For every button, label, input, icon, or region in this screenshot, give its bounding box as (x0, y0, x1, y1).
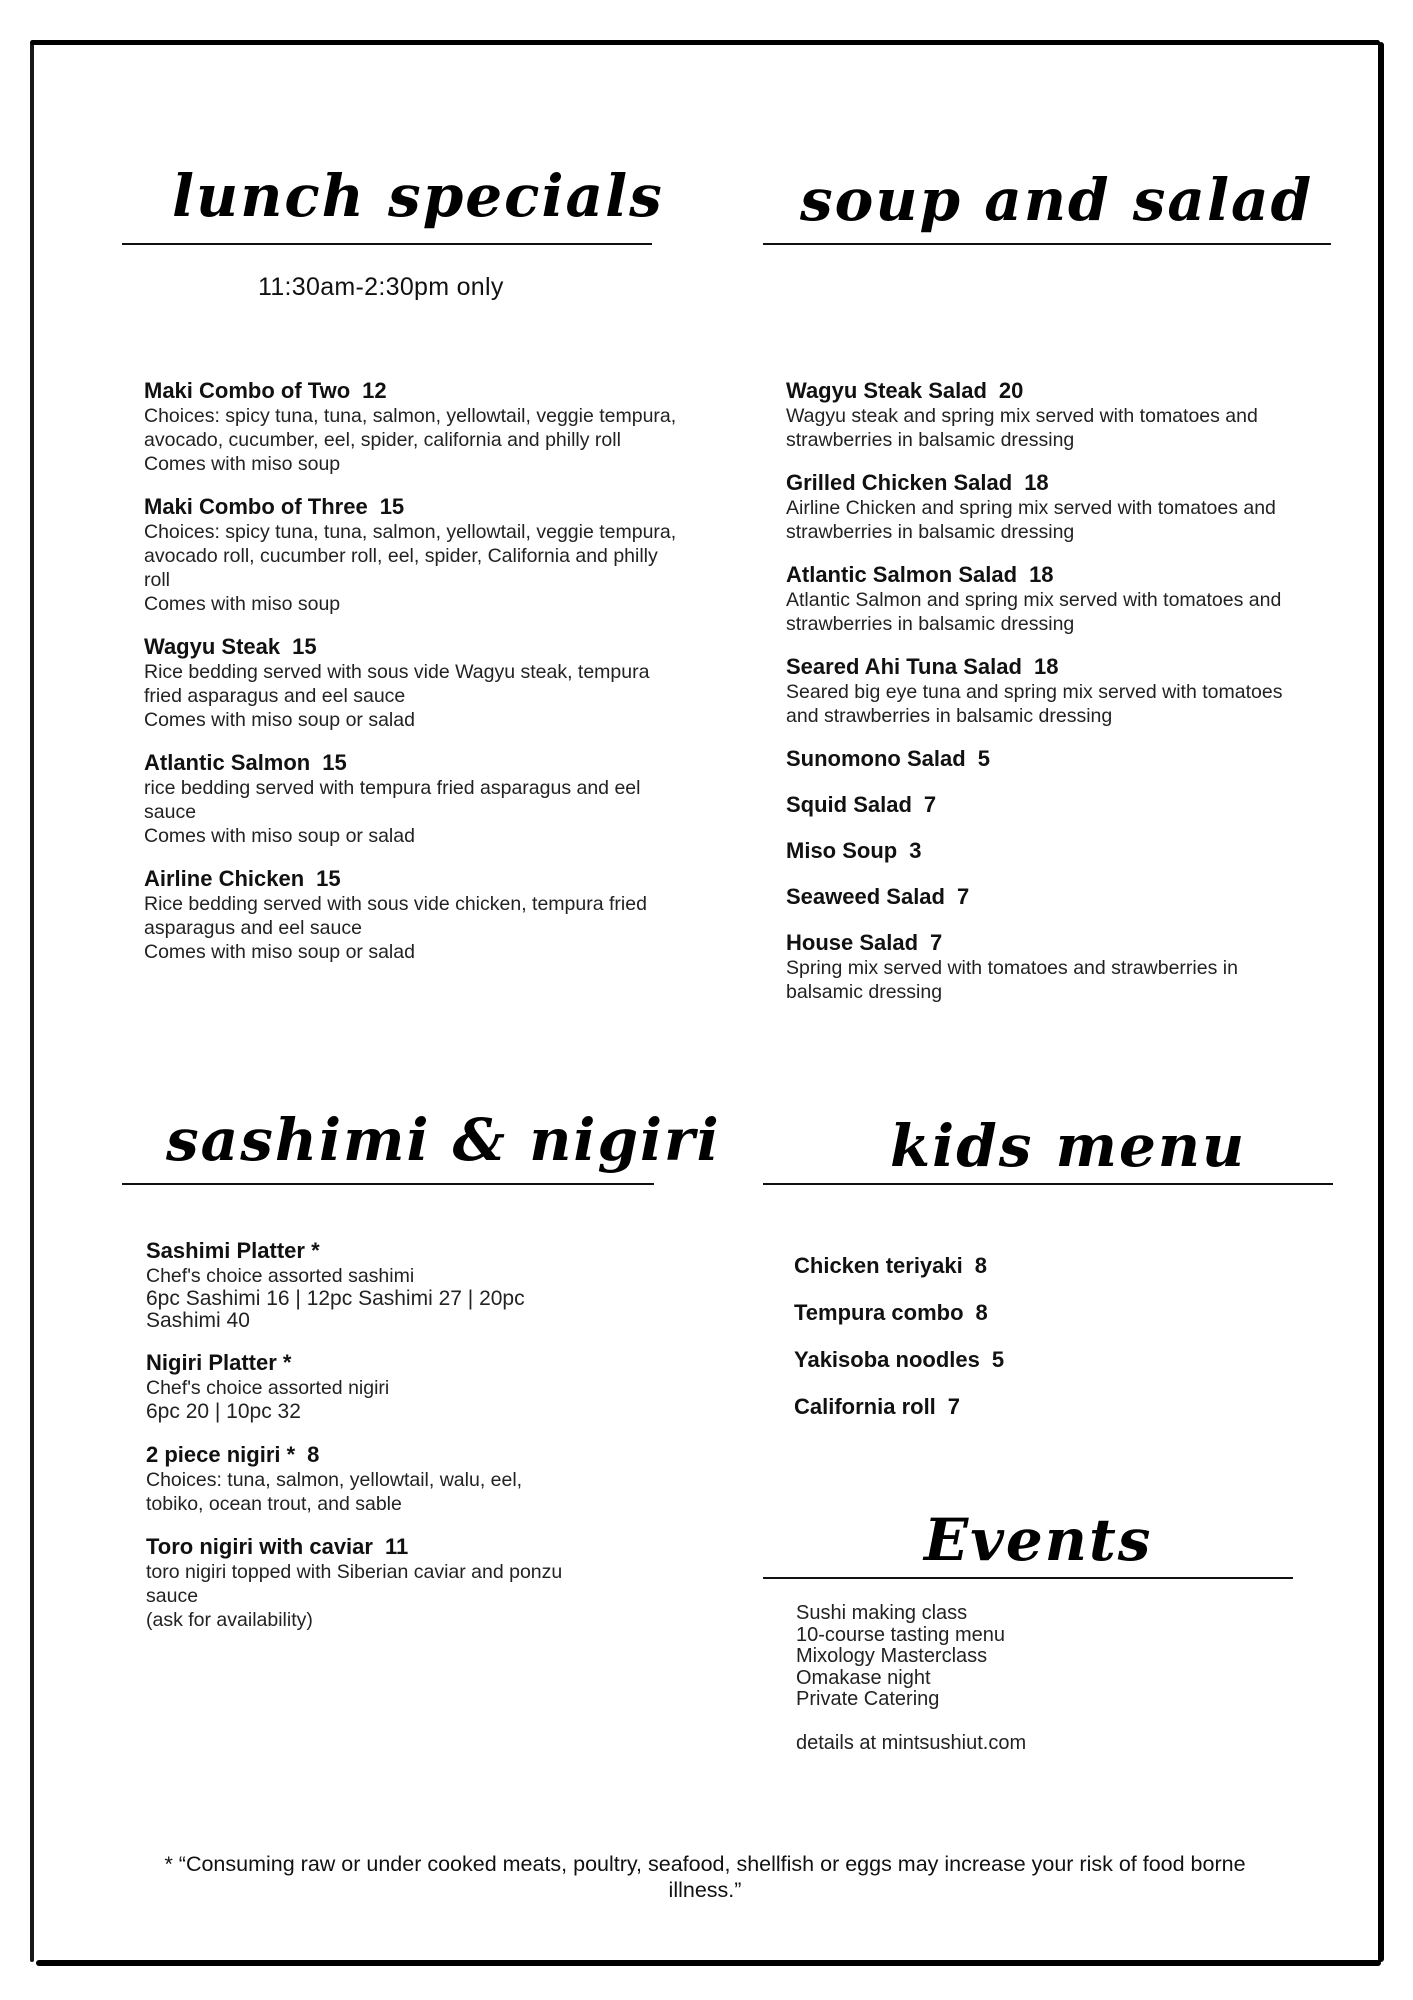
item-price: 20 (998, 378, 1024, 403)
lunch-item (144, 750, 684, 848)
salad-item (786, 654, 1306, 728)
item-name: House Salad 7 (786, 930, 943, 955)
item-name: Airline Chicken 15 (144, 866, 341, 891)
item-description: Spring mix served with tomatoes and strawberries in balsamic dressing (786, 957, 1238, 1003)
item-note: Comes with miso soup or salad (144, 825, 415, 847)
item-note: Comes with miso soup or salad (144, 941, 415, 963)
item-name: Maki Combo of Three 15 (144, 494, 405, 519)
item-price: 8 (975, 1300, 988, 1325)
item-note: 6pc Sashimi 16 | 12pc Sashimi 27 | 20pc Sashimi 40 (146, 1287, 525, 1332)
sashimi-item (146, 1238, 586, 1332)
soup-salad-items (786, 378, 1306, 1022)
item-name: Maki Combo of Two 12 (144, 378, 387, 403)
item-name: Squid Salad 7 (786, 792, 937, 817)
lunch-items (144, 378, 684, 982)
events-title: Events (924, 1506, 1153, 1574)
item-description: Chef's choice assorted sashimi (146, 1265, 415, 1287)
lunch-item (144, 866, 684, 964)
events-list (796, 1603, 1005, 1711)
item-price: 15 (292, 634, 317, 659)
kids-item (794, 1347, 1234, 1373)
lunch-specials-rule (122, 243, 652, 245)
item-description: Chef's choice assorted nigiri (146, 1377, 390, 1399)
item-description: toro nigiri topped with Siberian caviar and ponzu sauce (146, 1561, 563, 1607)
item-price: 15 (379, 494, 405, 519)
item-price: 12 (362, 378, 387, 403)
item-name: Miso Soup 3 (786, 838, 922, 863)
item-price: 8 (974, 1253, 987, 1278)
frame-bottom-border (36, 1960, 1381, 1966)
sashimi-items (146, 1238, 586, 1650)
item-name: Sunomono Salad 5 (786, 746, 990, 771)
event-item: Mixology Masterclass (796, 1645, 988, 1667)
events-details: details at mintsushiut.com (796, 1732, 1027, 1754)
event-item: 10-course tasting menu (796, 1623, 1006, 1646)
item-description: Airline Chicken and spring mix served with tomatoes and strawberries in balsamic dressing (786, 497, 1276, 543)
sashimi-item (146, 1442, 586, 1516)
salad-item (786, 930, 1306, 1004)
salad-item (786, 792, 1306, 818)
item-name: Atlantic Salmon Salad 18 (786, 562, 1054, 587)
soup-salad-title: soup and salad (800, 166, 1314, 234)
item-name: Nigiri Platter * (146, 1350, 292, 1375)
item-price: 7 (923, 792, 937, 817)
sashimi-item (146, 1350, 586, 1424)
lunch-item (144, 634, 684, 732)
item-note: Comes with miso soup (144, 593, 341, 615)
kids-items (794, 1253, 1234, 1440)
soup-salad-rule (763, 243, 1331, 245)
item-description: Choices: spicy tuna, tuna, salmon, yellowtail, veggie tempura, avocado roll, cucumber roll, eel, spider, California and philly roll (144, 521, 677, 591)
item-name: Sashimi Platter * (146, 1238, 320, 1263)
kids-item (794, 1300, 1234, 1326)
sashimi-item (146, 1534, 586, 1632)
item-description: Wagyu steak and spring mix served with tomatoes and strawberries in balsamic dressing (786, 405, 1258, 451)
item-description: Rice bedding served with sous vide Wagyu steak, tempura fried asparagus and eel sauce (144, 661, 650, 707)
item-note: 6pc 20 | 10pc 32 (146, 1400, 301, 1423)
item-price: 18 (1033, 654, 1059, 679)
item-name: California roll 7 (794, 1394, 961, 1419)
item-description: Choices: spicy tuna, tuna, salmon, yellowtail, veggie tempura, avocado, cucumber, eel, spider, california and philly roll (144, 405, 677, 451)
item-price: 18 (1029, 562, 1054, 587)
disclaimer-text: * “Consuming raw or under cooked meats, poultry, seafood, shellfish or eggs may increase your risk of food borne illness.” (164, 1852, 1246, 1902)
lunch-hours: 11:30am-2:30pm only (258, 273, 504, 301)
kids-menu-title: kids menu (890, 1112, 1247, 1180)
salad-item (786, 884, 1306, 910)
sashimi-nigiri-title: sashimi & nigiri (166, 1106, 721, 1174)
lunch-item (144, 378, 684, 476)
kids-item (794, 1394, 1234, 1420)
item-description: Seared big eye tuna and spring mix served with tomatoes and strawberries in balsamic dressing (786, 681, 1283, 727)
item-description: Rice bedding served with sous vide chicken, tempura fried asparagus and eel sauce (144, 893, 647, 939)
frame-left-border (30, 42, 34, 1962)
salad-item (786, 378, 1306, 452)
item-description: Choices: tuna, salmon, yellowtail, walu, eel, tobiko, ocean trout, and sable (146, 1469, 523, 1515)
item-price: 5 (991, 1347, 1005, 1372)
events-rule (763, 1577, 1293, 1579)
item-name: Toro nigiri with caviar 11 (146, 1534, 409, 1559)
item-price: 15 (316, 866, 341, 891)
sashimi-nigiri-rule (122, 1183, 654, 1185)
item-name: Tempura combo 8 (794, 1300, 988, 1325)
item-price: 7 (956, 884, 970, 909)
lunch-item (144, 494, 684, 616)
item-price: 18 (1024, 470, 1049, 495)
item-price: 3 (909, 838, 922, 863)
kids-item (794, 1253, 1234, 1279)
salad-item (786, 470, 1306, 544)
item-description: Atlantic Salmon and spring mix served with tomatoes and strawberries in balsamic dressing (786, 589, 1282, 635)
item-name: Yakisoba noodles 5 (794, 1347, 1005, 1372)
item-name: Seared Ahi Tuna Salad 18 (786, 654, 1059, 679)
item-name: Wagyu Steak 15 (144, 634, 317, 659)
item-price: 11 (384, 1534, 409, 1559)
frame-top-border (30, 40, 1380, 45)
item-price: 7 (947, 1394, 961, 1419)
item-price: 8 (307, 1442, 320, 1467)
frame-right-border (1378, 42, 1384, 1962)
item-price: 15 (322, 750, 347, 775)
item-name: Wagyu Steak Salad 20 (786, 378, 1024, 403)
event-item: Sushi making class (796, 1602, 968, 1624)
item-name: Chicken teriyaki 8 (794, 1253, 987, 1278)
item-description: rice bedding served with tempura fried asparagus and eel sauce (144, 777, 641, 823)
lunch-specials-title: lunch specials (172, 162, 664, 230)
event-item: Private Catering (796, 1688, 940, 1710)
item-name: Atlantic Salmon 15 (144, 750, 347, 775)
item-name: 2 piece nigiri * 8 (146, 1442, 320, 1467)
item-name: Grilled Chicken Salad 18 (786, 470, 1049, 495)
item-note: (ask for availability) (146, 1609, 313, 1631)
kids-menu-rule (763, 1183, 1333, 1185)
item-name: Seaweed Salad 7 (786, 884, 970, 909)
item-note: Comes with miso soup or salad (144, 709, 415, 731)
salad-item (786, 746, 1306, 772)
item-price: 5 (977, 746, 990, 771)
item-note: Comes with miso soup (144, 453, 341, 475)
item-price: 7 (930, 930, 943, 955)
salad-item (786, 838, 1306, 864)
salad-item (786, 562, 1306, 636)
event-item: Omakase night (796, 1666, 931, 1689)
